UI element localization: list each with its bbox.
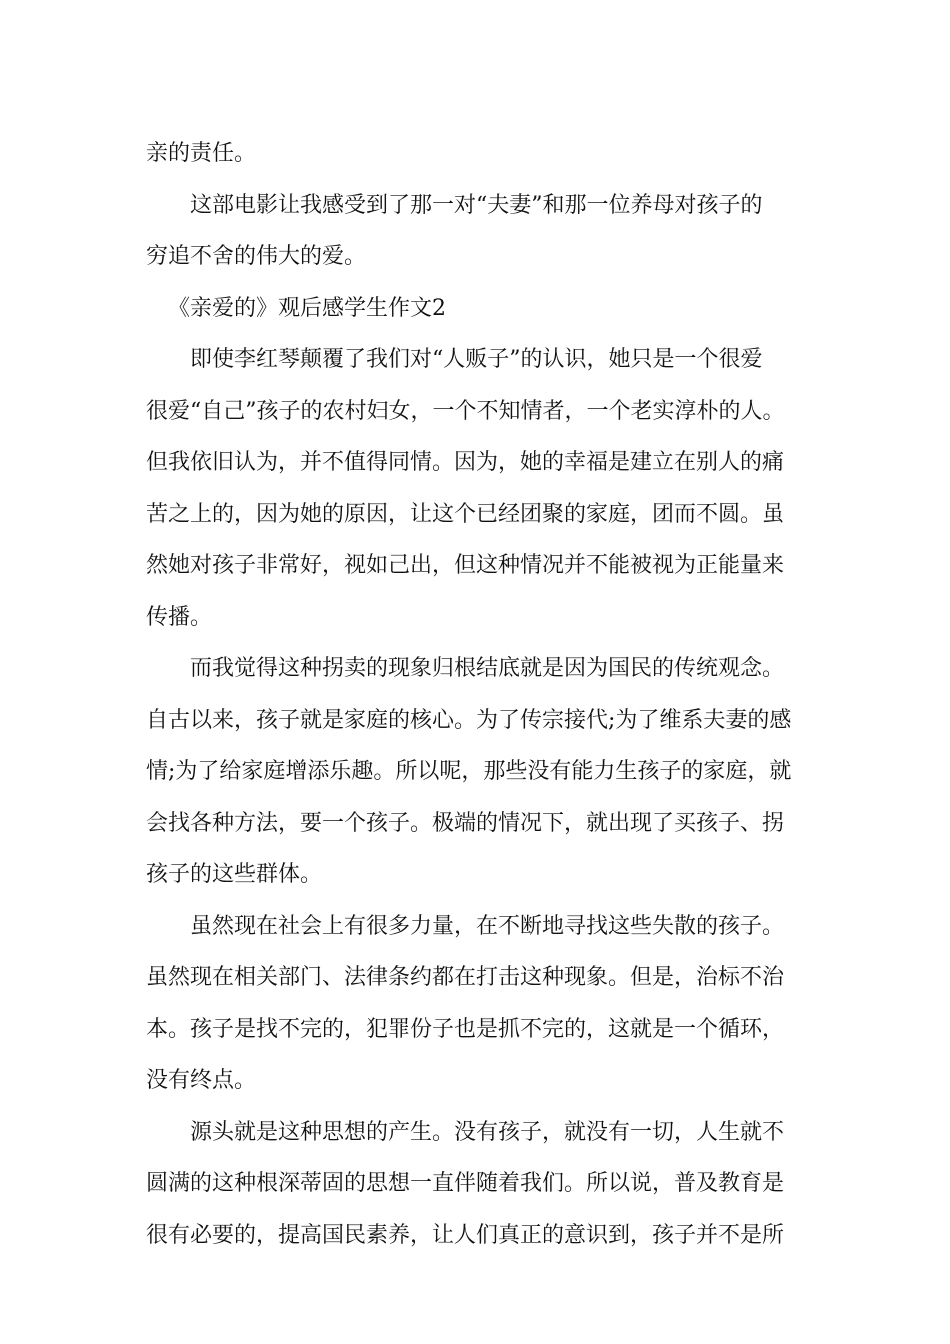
paragraph-continuation (146, 128, 808, 180)
paragraph-traditional-concept (146, 643, 808, 901)
text-line: 但我依旧认为，并不值得同情。因为，她的幸福是建立在别人的痛 (146, 450, 785, 475)
text-line: 然她对孩子非常好，视如己出，但这种情况并不能被视为正能量来 (146, 553, 785, 578)
text-line: 圆满的这种根深蒂固的思想一直伴随着我们。所以说，普及教育是 (146, 1171, 785, 1196)
text-line: 传播。 (146, 604, 213, 630)
paragraph-social-forces (146, 901, 808, 1107)
text-line: 没有终点。 (146, 1068, 257, 1093)
paragraph-root-cause (146, 1107, 808, 1262)
essay-title-text: 《亲爱的》观后感学生作文2 (168, 295, 446, 321)
text-line: 苦之上的，因为她的原因，让这个已经团聚的家庭，团而不圆。虽 (146, 501, 785, 527)
paragraph-movie-love (146, 180, 808, 283)
text-line: 自古以来，孩子就是家庭的核心。为了传宗接代;为了维系夫妻的感 (146, 707, 792, 733)
text-line: 情;为了给家庭增添乐趣。所以呢，那些没有能力生孩子的家庭，就 (146, 759, 792, 784)
text-line: 穷追不舍的伟大的爱。 (146, 244, 367, 269)
text-line: 孩子的这些群体。 (146, 862, 323, 887)
text-line: 这部电影让我感受到了那一对“夫妻”和那一位养母对孩子的 (190, 192, 763, 218)
text-line: 很爱“自己”孩子的农村妇女，一个不知情者，一个老实淳朴的人。 (146, 398, 785, 424)
text-line: 源头就是这种思想的产生。没有孩子，就没有一切，人生就不 (190, 1119, 785, 1145)
essay-title (146, 283, 808, 335)
paragraph-li-hongqin (146, 334, 808, 643)
text-line: 本。孩子是找不完的，犯罪份子也是抓不完的，这就是一个循环， (146, 1016, 785, 1042)
text-line: 虽然现在社会上有很多力量，在不断地寻找这些失散的孩子。 (190, 913, 785, 939)
text-line: 虽然现在相关部门、法律条约都在打击这种现象。但是，治标不治 (146, 965, 785, 990)
text-line: 亲的责任。 (146, 141, 257, 166)
text-line: 很有必要的，提高国民素养，让人们真正的意识到，孩子并不是所 (146, 1222, 785, 1248)
text-line: 会找各种方法，要一个孩子。极端的情况下，就出现了买孩子、拐 (146, 810, 785, 836)
text-line: 而我觉得这种拐卖的现象归根结底就是因为国民的传统观念。 (190, 656, 785, 681)
text-line: 即使李红琴颠覆了我们对“人贩子”的认识，她只是一个很爱 (190, 347, 763, 372)
document-body (146, 128, 808, 1261)
